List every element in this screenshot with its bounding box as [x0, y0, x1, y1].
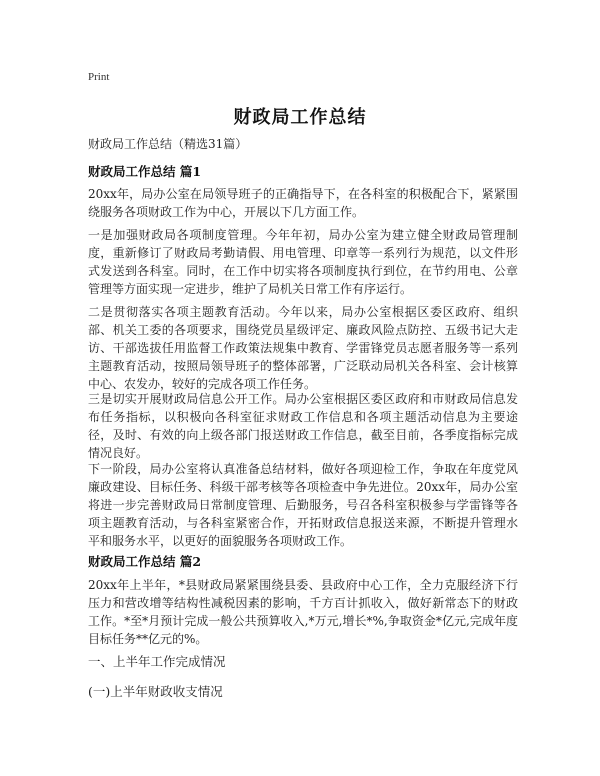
- document-subtitle: 财政局工作总结（精选31篇）: [88, 137, 248, 151]
- paragraph: 三是切实开展财政局信息公开工作。局办公室根据区委区政府和市财政局信息发布任务指标，以积极向各科室征求财政工作信息和各项主题活动信息为主要途径，及时、有效的向上级各部门报送财政工作信息，截至目前，各季度指标完成情况良好。: [88, 392, 518, 460]
- paragraph: 一是加强财政局各项制度管理。今年年初，局办公室为建立健全财政局管理制度，重新修订了财政局考勤请假、用电管理、印章等一系列行为规范，以文件形式发送到各科室。同时，在工作中切实将各项制度执行到位，在节约用电、公章管理等方面实现一定进步，维护了局机关日常工作有序运行。: [88, 228, 518, 296]
- page-title: 财政局工作总结: [233, 107, 367, 128]
- paragraph: 20xx年，局办公室在局领导班子的正确指导下，在各科室的积极配合下，紧紧围绕服务各项财政工作为中心，开展以下几方面工作。: [88, 187, 518, 219]
- paragraph: 二是贯彻落实各项主题教育活动。今年以来，局办公室根据区委区政府、组织部、机关工委的各项要求，围绕党员星级评定、廉政风险点防控、五级书记大走访、干部选拔任用监督工作政策法规集中教育、学雷锋党员志愿者服务等一系列主题教育活动，按照局领导班子的整体部署，广泛联动局机关各科室、会计核算中心、农发办，较好的完成各项工作任务。: [88, 305, 518, 391]
- paragraph: 20xx年上半年，*县财政局紧紧围绕县委、县政府中心工作，全力克服经济下行压力和营改增等结构性减税因素的影响，千方百计抓收入，做好新常态下的财政工作。*至*月预计完成一般公共预算收入,*万元,增长*%,争取资金*亿元,完成年度目标任务**亿元的%。: [88, 578, 518, 646]
- section-heading-2: 财政局工作总结 篇2: [88, 554, 202, 569]
- subsection-heading: 一、上半年工作完成情况: [88, 654, 226, 669]
- print-label[interactable]: Print: [88, 71, 110, 83]
- subsection-heading: (一)上半年财政收支情况: [88, 684, 223, 699]
- section-heading-1: 财政局工作总结 篇1: [88, 164, 202, 179]
- paragraph: 下一阶段，局办公室将认真准备总结材料，做好各项迎检工作，争取在年度党风廉政建设、目标任务、科级干部考核等各项检查中争先进位。20xx年，局办公室将进一步完善财政局日常制度管理、后勤服务，号召各科室积极参与学雷锋等各项主题教育活动，与各科室紧密合作，开拓财政信息报送来源，不断提升管理水平和服务水平，以更好的面貌服务各项财政工作。: [88, 462, 518, 548]
